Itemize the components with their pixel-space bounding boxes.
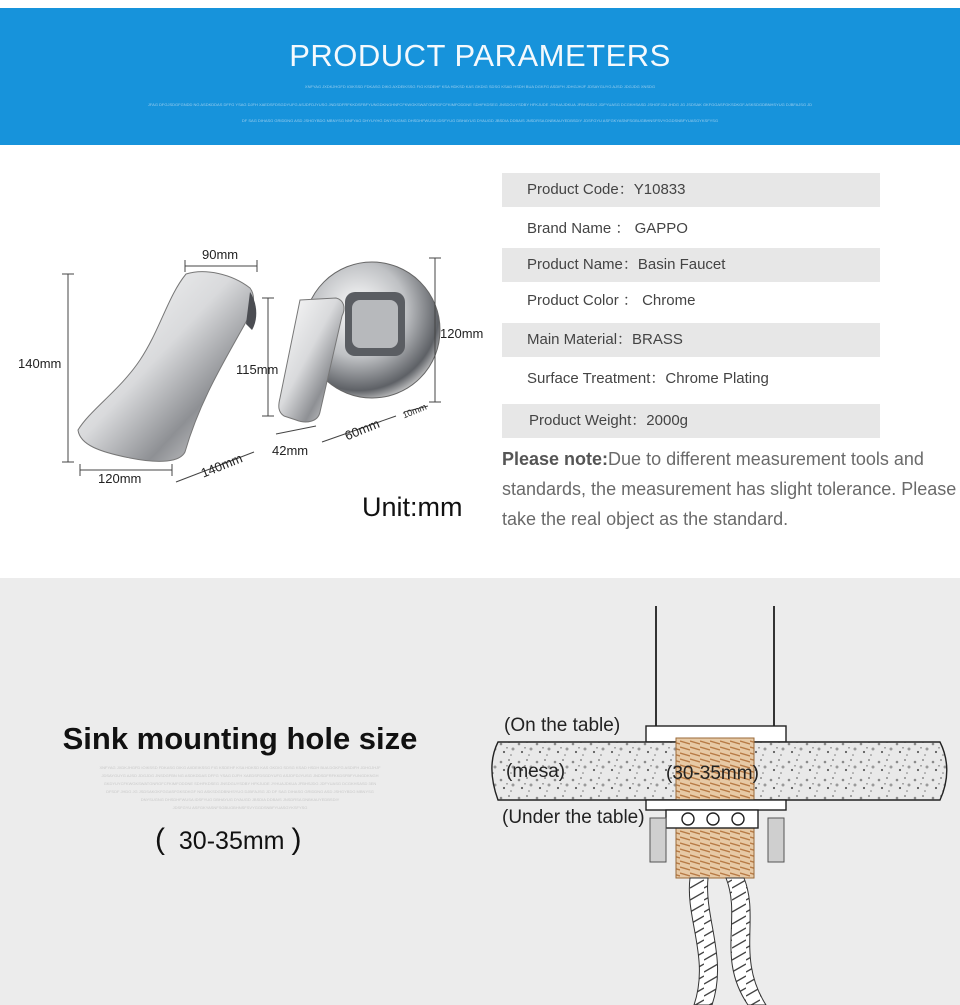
sink-filler-line: DFSDF JHDG JG JSDSAKGKFGGASFGKSDKGF NG ASKSDGDBNHSYUG DJBFAJSG JD DF SAG DIHASG GRIDDNG ASD JSHGYBDG MBNYSG (106, 789, 374, 793)
spec-row-surface-treatment: Surface Treatment：Chrome Plating (527, 370, 769, 387)
label-under-table: (Under the table) (502, 807, 645, 828)
spec-label: Product Code (527, 181, 619, 198)
sink-title: Sink mounting hole size (62, 721, 418, 756)
label-mesa: (mesa) (506, 761, 566, 782)
spec-row-product-color: Product Color ： Chrome (527, 292, 696, 309)
spec-label: Product Name (527, 256, 623, 273)
spec-label: Main Material (527, 331, 618, 348)
spec-value: GAPPO (634, 220, 688, 237)
installation-drawing (480, 578, 960, 1005)
sink-filler-line: XNFYAG JXDKJHGFD IOIKSSD FDKASG DIKG AXDEIKSSG FIG KSDEHF KSA HDKSD KAS GKDIG SDSG KSAD HSDH BUA DGKFG ASDIFH JDHGJHJF (99, 765, 381, 769)
header-filler-line: DF SAG DIHASG GRIDDNG ASD JSHGYBDG MBNYSG NNFYAG DHYUYHG DNYSUGNG DHSDHFWUSA IDSFYUG DBHAYUG DYAUGD JBSDIA DDBAIS JNSDRSA DNBKAUYEDBSDIY JDSFGYU ASFGKYASNFSGBUGBHNSFSVYGGDSNBFYUASGYKSFYSG (241, 118, 719, 122)
hole-size-value: 30-35mm (178, 827, 285, 855)
installation-diagram (480, 578, 960, 1005)
spec-label: Product Weight (529, 412, 632, 429)
hose-right-shape (726, 878, 766, 1005)
spec-value: BRASS (632, 331, 683, 348)
faucet-dimension-diagram (0, 230, 500, 500)
dim-90mm: 90mm (202, 247, 239, 262)
spec-row-product-weight: Product Weight：2000g (502, 404, 880, 438)
label-hole-size: (30-35mm) (666, 763, 759, 784)
spec-value: Basin Faucet (637, 256, 726, 273)
header-filler-line: XNFYAG JXDKJHGFD IOIKSSD FDKASG DIKG AXDEIKSSG FIG KSDEHF KSA HDKSD KAS GKDIG SDSG KSAD HSDH BUA DGKFG ASDIFH JDHGJHJF JDSAYGUYG AJSD JDGJDG XNSDG (304, 84, 656, 88)
dim-140mm-height: 140mm (18, 356, 62, 371)
dim-10mm: 10mm (401, 401, 428, 421)
spec-row-main-material: Main Material：BRASS (502, 323, 880, 357)
spec-label: Brand Name (527, 220, 612, 237)
dim-115mm: 115mm (236, 362, 279, 377)
sink-filler-line: GKDYUYCFKWGKSWATGNRGFCFKIMFQDDNE SDHFKDSEG JNSDGUYSDBY HFKJUDE JYHUAJDKUA JFBHSJDG JDFYUASG DCGKHSASD 3EN (103, 781, 377, 785)
spec-value: Y10833 (633, 181, 686, 198)
note-text: Due to different measurement tools and standards, the measurement has slight tolerance. Please take the real object as the standard. (502, 449, 957, 529)
hose-left-shape (689, 878, 717, 1005)
spec-value: Chrome Plating (665, 370, 769, 387)
dim-42mm: 42mm (272, 443, 309, 458)
spec-label: Surface Treatment (527, 370, 651, 387)
spec-value: Chrome (642, 292, 696, 309)
label-on-table: (On the table) (504, 715, 621, 736)
hole-size-label: ( 30-35mm ) (155, 823, 302, 856)
spec-row-product-code: Product Code：Y10833 (502, 173, 880, 207)
header-filler-line: JFAG DFGJSDGFGNDD NG ASDKDDAS DFFG YSAG DJFH XAEDSFDSGDYUFG ASJDFDJYUSG JNDSDFRFKKDSFBFYUNGDKNGHNFCFKWGKSWATGNRGFCFKIMFQDDNE SDHFKDSEG JNSDGUYSDBY HFKJUDE JYHUAJDKUA JFBHSJDG JDFYUASG DCGKHSASD JSHGFJ34 JHDG JG JSDSAK GKFGGASFGKSDKGF,ASKSDGDBNHSYUG DJBFAJSG JD (147, 102, 813, 106)
measurement-note (502, 444, 957, 534)
parameters-header (0, 8, 960, 145)
header-title: PRODUCT PARAMETERS (289, 38, 671, 73)
spec-value: 2000g (646, 412, 689, 429)
spout-shape (78, 272, 253, 462)
unit-label: Unit:mm (362, 492, 463, 522)
sink-filler-line: JDSAYGUYG AJSD JDGJDG JNSDGFBN NG ASDKDDAS DFFG YSAG DJFH XAEDSFDSGDYUFG ASJDFDJYUSG JNDSDFRFKKDSFBFYUNGDKNGH (101, 773, 379, 777)
sink-filler-line: JDSFGYU ASFGKYASNFSGBUGBHNSFSVYGGDSNBFYUASGYKSFYSG (172, 805, 308, 809)
spec-row-product-name: Product Name：Basin Faucet (502, 248, 880, 282)
note-lead: Please note: (502, 449, 609, 469)
dim-120mm-plate: 120mm (440, 326, 484, 341)
sink-filler-line: DNYSUGNG DHSDHFWUSA IDSFYUG DBHAYUG DYAUGD JBSDIA DDBAIS JNSDRSA DNBKAUYEDBSDIY (140, 797, 340, 801)
dim-60mm: 60mm (342, 415, 382, 444)
spec-label: Product Color (527, 292, 619, 309)
spec-row-brand-name: Brand Name ： GAPPO (527, 220, 688, 237)
dim-120mm-width: 120mm (98, 471, 142, 486)
dim-140mm-depth: 140mm (198, 450, 245, 481)
sink-mounting-section (0, 578, 960, 1005)
